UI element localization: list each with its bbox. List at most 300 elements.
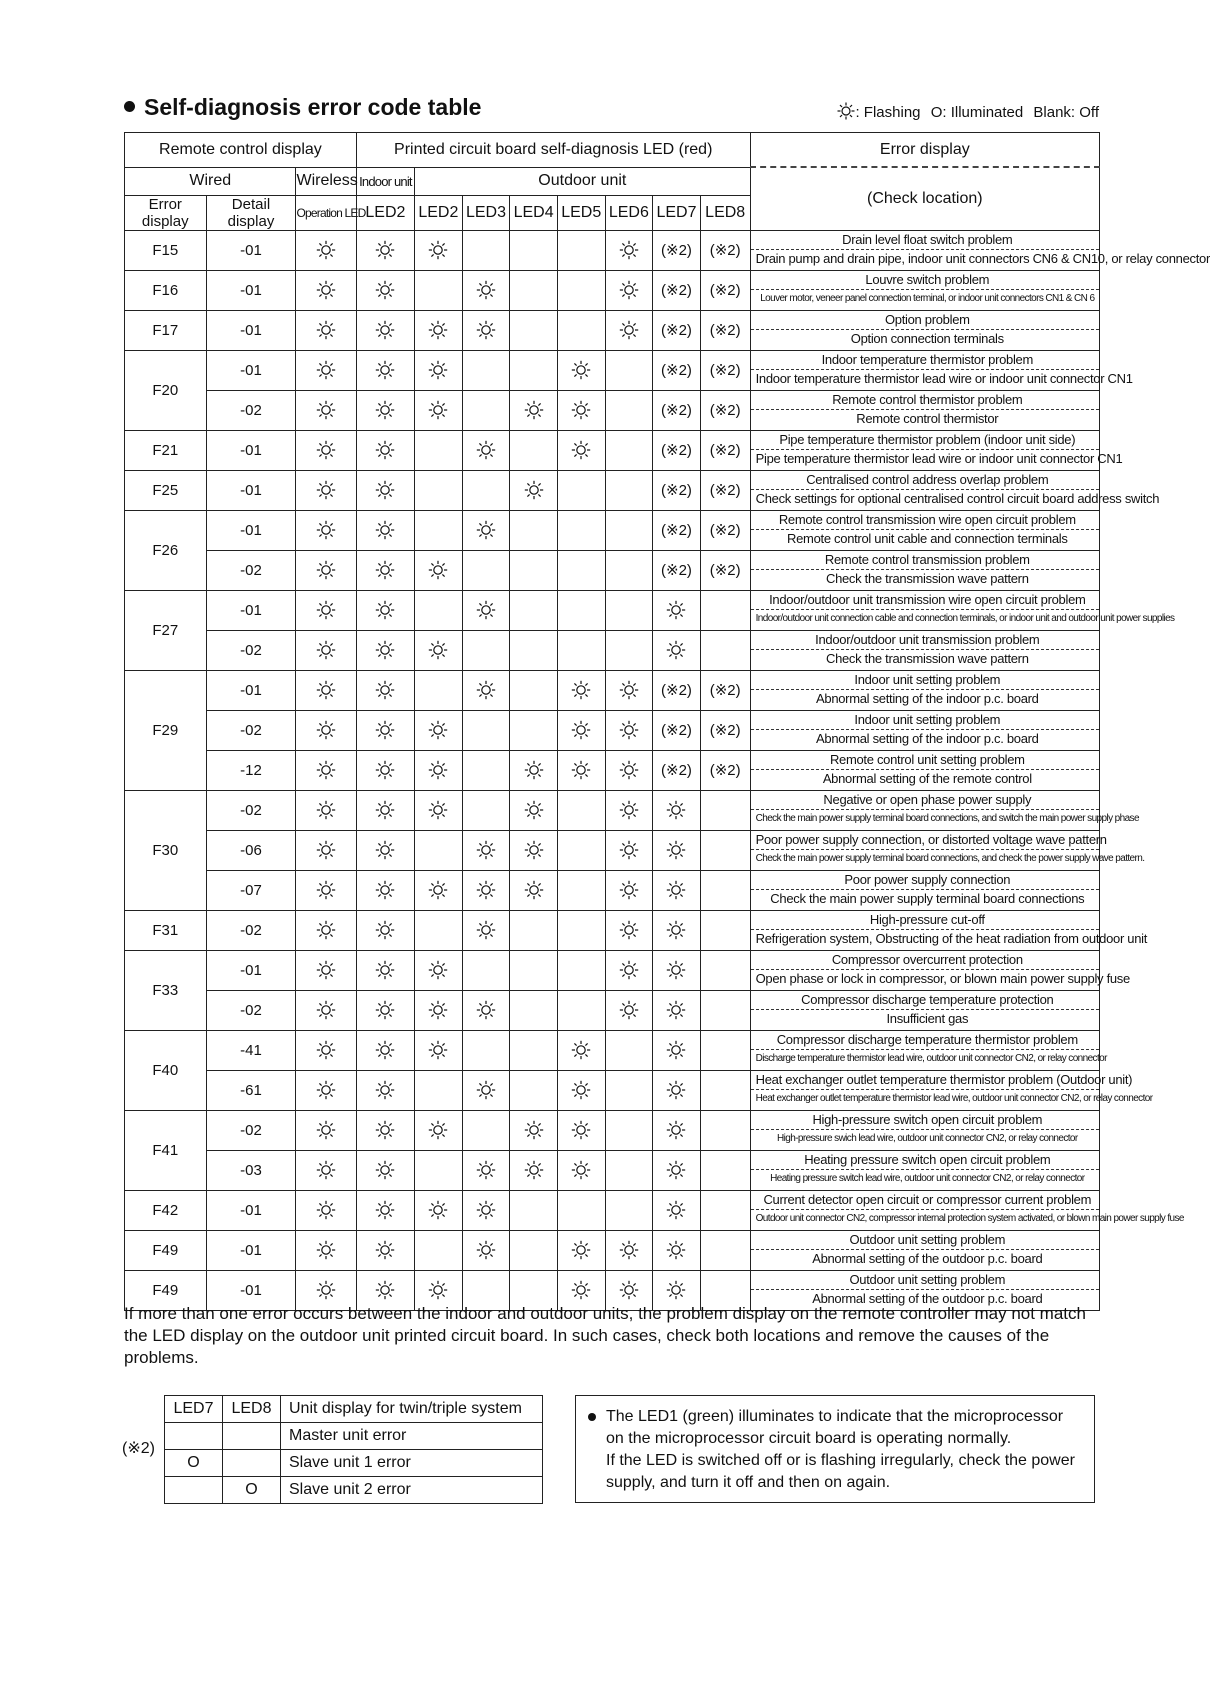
led-off-cell [605,510,653,550]
check-location: Check the transmission wave pattern [825,571,1029,586]
twin-note-marker: (※2) [700,710,750,750]
error-description-cell [750,950,1130,990]
bullet-icon [124,101,135,112]
flashing-led-icon [415,1110,463,1150]
flashing-led-icon [296,390,356,430]
table-row [125,670,1100,710]
error-description: Indoor unit setting problem [751,711,1099,730]
led-off-cell [605,430,653,470]
flashing-led-icon [296,870,356,910]
error-description-cell [750,1110,1099,1150]
led-off-cell [462,950,510,990]
check-location: Indoor/outdoor unit connection cable and connection terminals, or indoor unit and outdoor unit power supplies [755,613,1175,624]
table-row [125,830,1100,870]
flashing-led-icon [557,670,605,710]
twin-cell: O [223,1477,281,1504]
check-location: High-pressure swich lead wire, outdoor unit connector CN2, or relay connector [776,1133,1078,1144]
header-out-led3: LED3 [462,195,510,230]
table-row [125,310,1100,350]
error-description-cell [750,510,1099,550]
error-description: Indoor unit setting problem [751,671,1099,690]
error-description: Heat exchanger outlet temperature thermistor problem (Outdoor unit) [751,1071,1099,1090]
flashing-led-icon [605,990,653,1030]
flashing-led-icon [415,230,463,270]
flashing-led-icon [462,870,510,910]
led-off-cell [557,830,605,870]
table-row [125,1230,1100,1270]
header-out-led4: LED4 [510,195,558,230]
header-outdoor-unit: Outdoor unit [415,167,751,195]
error-code-cell: F31 [125,910,207,950]
twin-note-marker: (※2) [700,270,750,310]
check-location: Outdoor unit connector CN2, compressor internal protection system activated, or blown main power supply fuse [755,1213,1184,1224]
error-description: High-pressure cut-off [751,911,1099,930]
led-off-cell [700,990,750,1030]
detail-code-cell: -01 [206,950,296,990]
led-off-cell [700,950,750,990]
flashing-led-icon [296,310,356,350]
flashing-led-icon [605,870,653,910]
led-off-cell [415,430,463,470]
error-code-cell: F21 [125,430,207,470]
flashing-led-icon [415,790,463,830]
flashing-led-icon [653,1070,701,1110]
table-row [125,1150,1100,1190]
led-off-cell [510,1030,558,1070]
flashing-led-icon [415,870,463,910]
twin-note-marker: (※2) [700,510,750,550]
table-row [125,990,1100,1030]
error-description: Current detector open circuit or compressor current problem [751,1191,1099,1210]
table-row [125,1030,1100,1070]
header-out-led6: LED6 [605,195,653,230]
flashing-led-icon [605,1230,653,1270]
twin-note-marker: (※2) [653,750,701,790]
twin-cell [165,1423,223,1450]
header-wireless: Wireless [296,167,356,195]
header-out-led7: LED7 [653,195,701,230]
detail-code-cell: -01 [206,470,296,510]
error-description: Compressor discharge temperature protection [751,991,1099,1010]
flashing-led-icon [510,1110,558,1150]
twin-cell: Slave unit 2 error [281,1477,543,1504]
flashing-led-icon [653,1030,701,1070]
flashing-led-icon [605,270,653,310]
detail-code-cell: -03 [206,1150,296,1190]
check-location: Open phase or lock in compressor, or blown main power supply fuse [755,971,1130,986]
detail-code-cell: -07 [206,870,296,910]
error-description: Drain level float switch problem [751,231,1099,250]
table-row [125,710,1100,750]
led-off-cell [510,1230,558,1270]
led-off-cell [557,550,605,590]
table-row [125,750,1100,790]
twin-note-marker: (※2) [653,670,701,710]
flashing-led-icon [510,790,558,830]
header-indoor-unit: Indoor unit [356,167,414,195]
twin-header-cell: Unit display for twin/triple system [281,1396,543,1423]
error-description: Outdoor unit setting problem [751,1271,1099,1290]
led-off-cell [510,1070,558,1110]
detail-code-cell: -01 [206,1190,296,1230]
check-location: Discharge temperature thermistor lead wire, outdoor unit connector CN2, or relay connector [755,1053,1107,1064]
error-description-cell [750,1190,1184,1230]
led-off-cell [605,350,653,390]
flashing-led-icon [415,1030,463,1070]
led-off-cell [415,510,463,550]
error-code-cell: F40 [125,1030,207,1110]
table-row [125,630,1100,670]
error-description-cell [750,430,1123,470]
check-location: Remote control unit cable and connection terminals [787,531,1068,546]
flashing-led-icon [296,470,356,510]
error-description-cell [750,870,1099,910]
flashing-led-icon [356,430,414,470]
table-row [125,790,1100,830]
led-off-cell [510,270,558,310]
flashing-led-icon [510,1150,558,1190]
bullet-icon [588,1413,596,1421]
table-row [125,350,1100,390]
table-row [125,910,1100,950]
detail-code-cell: -01 [206,1230,296,1270]
flashing-led-icon [605,310,653,350]
error-code-cell: F25 [125,470,207,510]
flashing-led-icon [356,1150,414,1190]
flashing-led-icon [415,550,463,590]
detail-code-cell: -01 [206,430,296,470]
led-off-cell [462,1110,510,1150]
check-location: Indoor temperature thermistor lead wire or indoor unit connector CN1 [755,371,1133,386]
led-off-cell [605,1150,653,1190]
twin-row [165,1477,543,1504]
flashing-led-icon [356,910,414,950]
legend [837,102,1099,124]
detail-code-cell: -02 [206,390,296,430]
detail-code-cell: -02 [206,630,296,670]
flashing-led-icon [296,270,356,310]
twin-note-marker: (※2) [700,750,750,790]
detail-code-cell: -01 [206,1270,296,1310]
detail-code-cell: -02 [206,550,296,590]
check-location: Louver motor, veneer panel connection terminal, or indoor unit connectors CN1 & CN 6 [760,293,1095,304]
error-description: Compressor discharge temperature thermistor problem [751,1031,1099,1050]
flashing-led-icon [356,350,414,390]
flashing-led-icon [356,1070,414,1110]
check-location: Heat exchanger outlet temperature thermistor lead wire, outdoor unit connector CN2, or relay connector [755,1093,1153,1104]
detail-code-cell: -01 [206,590,296,630]
led-off-cell [700,1030,750,1070]
flashing-led-icon [356,670,414,710]
led-off-cell [557,590,605,630]
error-description: Option problem [751,311,1099,330]
flashing-led-icon [462,670,510,710]
led-off-cell [462,470,510,510]
detail-code-cell: -01 [206,670,296,710]
flashing-led-icon [653,870,701,910]
table-row [125,470,1100,510]
flashing-led-icon [653,1150,701,1190]
twin-cell [223,1450,281,1477]
error-description-cell [750,990,1099,1030]
header-detail-display: Detail display [206,195,296,230]
twin-note-marker: (※2) [700,310,750,350]
led-off-cell [557,510,605,550]
twin-cell [165,1477,223,1504]
info-box [575,1395,1095,1503]
flashing-led-icon [296,950,356,990]
error-description-cell [750,230,1210,270]
flashing-led-icon [356,230,414,270]
flashing-led-icon [605,950,653,990]
led-off-cell [605,590,653,630]
detail-code-cell: -12 [206,750,296,790]
header-pcb-led: Printed circuit board self-diagnosis LED (red) [356,133,750,168]
flashing-led-icon [356,790,414,830]
table-row [125,430,1100,470]
check-location: Check settings for optional centralised control circuit board address switch [755,491,1160,506]
flashing-led-icon [557,1070,605,1110]
header-error-display: Error display [750,133,1099,168]
error-description: Pipe temperature thermistor problem (indoor unit side) [751,431,1099,450]
detail-code-cell: -01 [206,350,296,390]
error-description-cell [750,630,1099,670]
error-code-cell: F17 [125,310,207,350]
error-description: Centralised control address overlap problem [751,471,1099,490]
led-off-cell [415,1070,463,1110]
led-off-cell [605,1110,653,1150]
error-description: Louvre switch problem [751,271,1099,290]
led-off-cell [510,630,558,670]
error-code-cell: F27 [125,590,207,670]
led-off-cell [510,910,558,950]
error-description-cell [750,1030,1107,1070]
check-location: Insufficient gas [886,1011,969,1026]
led-off-cell [700,870,750,910]
twin-note-marker: (※2) [700,430,750,470]
check-location: Refrigeration system, Obstructing of the heat radiation from outdoor unit [755,931,1148,946]
flashing-led-icon [462,430,510,470]
flashing-led-icon [605,790,653,830]
table-row [125,230,1100,270]
flashing-led-icon [605,670,653,710]
header-check-location: (Check location) [750,167,1099,230]
detail-code-cell: -01 [206,270,296,310]
check-location: Pipe temperature thermistor lead wire or indoor unit connector CN1 [755,451,1123,466]
twin-table-label: (※2) [122,1440,155,1457]
twin-cell: Master unit error [281,1423,543,1450]
twin-note-marker: (※2) [653,510,701,550]
header-indoor-led2: LED2 [356,195,414,230]
flashing-led-icon [653,1230,701,1270]
page-title: Self-diagnosis error code table [124,94,481,121]
error-code-cell: F42 [125,1190,207,1230]
error-description-cell [750,550,1099,590]
flashing-led-icon [296,1190,356,1230]
twin-system-table [164,1395,543,1504]
check-location: Check the transmission wave pattern [825,651,1029,666]
error-description: Heating pressure switch open circuit problem [751,1151,1099,1170]
flashing-led-icon [415,750,463,790]
flashing-led-icon [510,390,558,430]
led-off-cell [462,630,510,670]
led-off-cell [700,1230,750,1270]
error-code-cell: F49 [125,1230,207,1270]
flashing-led-icon [462,1070,510,1110]
flashing-led-icon [356,1230,414,1270]
led-off-cell [605,1030,653,1070]
error-description-cell [750,590,1175,630]
check-location: Heating pressure switch lead wire, outdoor unit connector CN2, or relay connector [770,1173,1085,1184]
flashing-led-icon [356,990,414,1030]
error-code-cell: F41 [125,1110,207,1190]
flashing-led-icon [296,990,356,1030]
check-location: Abnormal setting of the outdoor p.c. board [812,1251,1043,1266]
flashing-led-icon [356,1190,414,1230]
flashing-led-icon [462,910,510,950]
flashing-led-icon [296,550,356,590]
led-off-cell [510,710,558,750]
led-off-cell [557,470,605,510]
twin-note-marker: (※2) [700,550,750,590]
flashing-led-icon [356,470,414,510]
led-off-cell [557,230,605,270]
led-off-cell [510,510,558,550]
twin-note-marker: (※2) [653,710,701,750]
led-off-cell [700,630,750,670]
error-description: Indoor/outdoor unit transmission wire open circuit problem [751,591,1099,610]
led-off-cell [700,1190,750,1230]
flashing-led-icon [415,950,463,990]
flashing-led-icon [510,750,558,790]
twin-note-marker: (※2) [700,670,750,710]
header-remote-control-display: Remote control display [125,133,357,168]
flashing-led-icon [296,1150,356,1190]
flashing-led-icon [605,710,653,750]
led-off-cell [605,1190,653,1230]
twin-note-marker: (※2) [700,390,750,430]
table-row [125,1190,1100,1230]
flashing-led-icon [653,790,701,830]
twin-note-marker: (※2) [700,470,750,510]
flashing-led-icon [356,270,414,310]
header-operation-led: Operation LED [296,195,356,230]
twin-note-marker: (※2) [700,350,750,390]
flashing-led-icon [356,950,414,990]
twin-cell: O [165,1450,223,1477]
flashing-led-icon [557,1110,605,1150]
led-off-cell [462,230,510,270]
twin-note-marker: (※2) [653,230,701,270]
flashing-led-icon [557,1150,605,1190]
legend-flashing: : Flashing [855,103,921,121]
twin-cell: Slave unit 1 error [281,1450,543,1477]
led-off-cell [462,350,510,390]
error-description: Remote control transmission problem [751,551,1099,570]
flashing-led-icon [462,1150,510,1190]
error-description-cell [750,1070,1153,1110]
error-description: Remote control transmission wire open circuit problem [751,511,1099,530]
flashing-led-icon [605,910,653,950]
led-off-cell [415,830,463,870]
flashing-led-icon [356,510,414,550]
led-off-cell [605,550,653,590]
led-off-cell [415,1150,463,1190]
led-off-cell [557,950,605,990]
led-off-cell [557,270,605,310]
twin-note-marker: (※2) [653,390,701,430]
flashing-led-icon [356,310,414,350]
check-location: Abnormal setting of the remote control [822,771,1032,786]
check-location: Abnormal setting of the outdoor p.c. board [812,1291,1043,1306]
detail-code-cell: -01 [206,510,296,550]
twin-note-marker: (※2) [653,550,701,590]
flashing-led-icon [462,510,510,550]
flashing-led-icon [557,350,605,390]
flashing-led-icon [510,470,558,510]
error-description-cell [750,670,1099,710]
flashing-led-icon [356,710,414,750]
flashing-led-icon [296,1110,356,1150]
check-location: Abnormal setting of the indoor p.c. board [816,691,1039,706]
flashing-led-icon [557,1030,605,1070]
led-off-cell [700,790,750,830]
flashing-led-icon [356,550,414,590]
legend-blank: Blank: Off [1033,103,1099,121]
led-off-cell [510,590,558,630]
flashing-led-icon [296,1230,356,1270]
table-row [125,510,1100,550]
flashing-led-icon [653,590,701,630]
detail-code-cell: -02 [206,1110,296,1150]
led-off-cell [605,630,653,670]
flashing-led-icon [415,710,463,750]
error-description: Indoor temperature thermistor problem [751,351,1099,370]
table-row [125,550,1100,590]
led-off-cell [700,910,750,950]
twin-note-marker: (※2) [653,310,701,350]
error-code-cell: F30 [125,790,207,910]
flashing-led-icon [415,350,463,390]
flashing-led-icon [653,1110,701,1150]
error-description: Indoor/outdoor unit transmission problem [751,631,1099,650]
detail-code-cell: -01 [206,310,296,350]
led-off-cell [700,830,750,870]
twin-note-marker: (※2) [653,350,701,390]
led-off-cell [700,1150,750,1190]
led-off-cell [700,590,750,630]
error-description-cell [750,830,1145,870]
led-off-cell [462,750,510,790]
flashing-led-icon [605,230,653,270]
twin-row [165,1450,543,1477]
error-description-cell [750,310,1099,350]
detail-code-cell: -06 [206,830,296,870]
error-description: Poor power supply connection, or distorted voltage wave pattern [751,831,1099,850]
error-description-cell [750,910,1148,950]
flashing-led-icon [653,990,701,1030]
flashing-led-icon [462,830,510,870]
detail-code-cell: -02 [206,790,296,830]
flashing-led-icon [356,1110,414,1150]
detail-code-cell: -02 [206,990,296,1030]
flashing-led-icon [356,590,414,630]
led-off-cell [557,790,605,830]
flashing-icon [837,102,855,124]
error-description: Outdoor unit setting problem [751,1231,1099,1250]
led-off-cell [415,270,463,310]
led-off-cell [462,710,510,750]
